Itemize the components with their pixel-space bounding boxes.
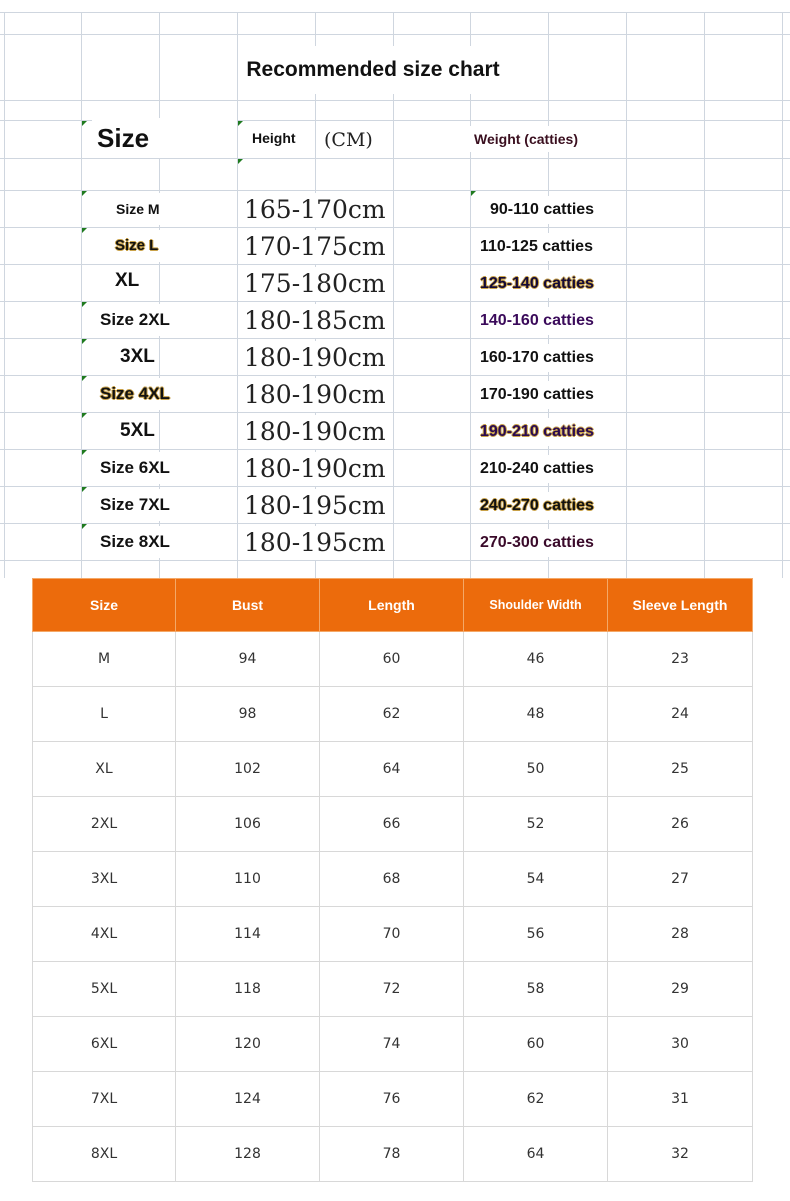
recommend-size: Size 8XL (96, 526, 174, 558)
cell-marker (238, 159, 243, 164)
column-header-size: Size (33, 579, 176, 632)
cell-size: 7XL (33, 1072, 176, 1127)
cell-length: 60 (320, 632, 464, 687)
cell-shoulder-width: 64 (464, 1127, 608, 1182)
recommended-size-sheet (0, 0, 790, 578)
cell-length: 78 (320, 1127, 464, 1182)
recommend-height: 170-175cm (240, 230, 390, 264)
chart-title: Recommended size chart (240, 46, 506, 94)
cell-marker (238, 121, 243, 126)
header-weight: Weight (catties) (468, 126, 584, 152)
recommend-height: 180-195cm (240, 489, 390, 523)
cell-length: 64 (320, 742, 464, 797)
table-row (33, 907, 753, 962)
cell-length: 72 (320, 962, 464, 1017)
header-height: Height (246, 124, 302, 152)
recommend-row (0, 523, 790, 560)
cell-length: 66 (320, 797, 464, 852)
table-row (33, 1127, 753, 1182)
column-header-length: Length (320, 579, 464, 632)
recommend-weight: 210-240 catties (476, 455, 598, 483)
cell-size: XL (33, 742, 176, 797)
recommend-height: 180-195cm (240, 526, 390, 560)
recommend-height: 180-190cm (240, 415, 390, 449)
recommend-height: 180-190cm (240, 341, 390, 375)
recommend-weight: 125-140 catties (476, 270, 598, 298)
recommend-row (0, 301, 790, 338)
header-size: Size (92, 118, 237, 158)
recommend-weight: 90-110 catties (486, 196, 598, 224)
cell-shoulder-width: 46 (464, 632, 608, 687)
cell-shoulder-width: 54 (464, 852, 608, 907)
cell-bust: 106 (176, 797, 320, 852)
cell-sleeve-length: 29 (608, 962, 753, 1017)
cell-length: 74 (320, 1017, 464, 1072)
recommend-height: 180-185cm (240, 304, 390, 338)
cell-size: 6XL (33, 1017, 176, 1072)
grid-line (0, 560, 790, 561)
grid-line (0, 34, 790, 35)
recommend-height: 165-170cm (240, 193, 390, 227)
recommend-weight: 170-190 catties (476, 381, 598, 409)
cell-sleeve-length: 24 (608, 687, 753, 742)
cell-length: 76 (320, 1072, 464, 1127)
cell-size: 4XL (33, 907, 176, 962)
recommend-height: 175-180cm (240, 267, 390, 301)
table-row (33, 632, 753, 687)
cell-shoulder-width: 60 (464, 1017, 608, 1072)
cell-size: 5XL (33, 962, 176, 1017)
table-row (33, 1072, 753, 1127)
cell-size: L (33, 687, 176, 742)
cell-marker (82, 121, 87, 126)
cell-sleeve-length: 31 (608, 1072, 753, 1127)
cell-length: 62 (320, 687, 464, 742)
cell-shoulder-width: 48 (464, 687, 608, 742)
cell-size: 2XL (33, 797, 176, 852)
cell-bust: 124 (176, 1072, 320, 1127)
recommend-row (0, 375, 790, 412)
cell-bust: 128 (176, 1127, 320, 1182)
cell-shoulder-width: 62 (464, 1072, 608, 1127)
cell-sleeve-length: 26 (608, 797, 753, 852)
recommend-size: XL (111, 265, 143, 297)
recommend-size: Size 6XL (96, 452, 174, 484)
table-row (33, 1017, 753, 1072)
column-header-sleeve-length: Sleeve Length (608, 579, 753, 632)
cell-sleeve-length: 32 (608, 1127, 753, 1182)
cell-bust: 98 (176, 687, 320, 742)
measurement-table (32, 578, 753, 1182)
cell-shoulder-width: 58 (464, 962, 608, 1017)
column-header-shoulder-width: Shoulder Width (464, 579, 608, 632)
recommend-row (0, 190, 790, 227)
grid-line (0, 12, 790, 13)
table-row (33, 852, 753, 907)
cell-sleeve-length: 27 (608, 852, 753, 907)
recommend-weight: 160-170 catties (476, 344, 598, 372)
cell-bust: 102 (176, 742, 320, 797)
cell-bust: 110 (176, 852, 320, 907)
recommend-weight: 270-300 catties (476, 529, 598, 557)
cell-bust: 120 (176, 1017, 320, 1072)
recommend-height: 180-190cm (240, 378, 390, 412)
cell-length: 70 (320, 907, 464, 962)
grid-line (0, 100, 790, 101)
cell-sleeve-length: 23 (608, 632, 753, 687)
recommend-row (0, 449, 790, 486)
recommend-size: Size 7XL (96, 489, 174, 521)
recommend-weight: 140-160 catties (476, 307, 598, 335)
cell-shoulder-width: 50 (464, 742, 608, 797)
cell-sleeve-length: 28 (608, 907, 753, 962)
measurement-header-row (33, 579, 753, 632)
recommend-size: Size M (112, 193, 164, 225)
recommend-weight: 240-270 catties (476, 492, 598, 520)
recommend-weight: 190-210 catties (476, 418, 598, 446)
recommend-row (0, 412, 790, 449)
table-row (33, 962, 753, 1017)
recommend-row (0, 227, 790, 264)
table-row (33, 687, 753, 742)
recommend-size: Size 2XL (96, 304, 174, 336)
header-height-unit: (CM) (316, 122, 381, 158)
table-row (33, 797, 753, 852)
recommend-size: Size 4XL (96, 378, 174, 410)
cell-bust: 114 (176, 907, 320, 962)
cell-bust: 94 (176, 632, 320, 687)
recommend-size: Size L (111, 230, 162, 262)
cell-size: 8XL (33, 1127, 176, 1182)
grid-line (0, 158, 790, 159)
recommend-size: 3XL (116, 341, 159, 373)
recommend-height: 180-190cm (240, 452, 390, 486)
cell-shoulder-width: 52 (464, 797, 608, 852)
recommend-size: 5XL (116, 415, 159, 447)
cell-size: 3XL (33, 852, 176, 907)
cell-size: M (33, 632, 176, 687)
cell-length: 68 (320, 852, 464, 907)
cell-sleeve-length: 30 (608, 1017, 753, 1072)
cell-shoulder-width: 56 (464, 907, 608, 962)
cell-sleeve-length: 25 (608, 742, 753, 797)
recommend-row (0, 264, 790, 301)
column-header-bust: Bust (176, 579, 320, 632)
cell-bust: 118 (176, 962, 320, 1017)
table-row (33, 742, 753, 797)
recommend-weight: 110-125 catties (476, 233, 597, 261)
recommend-row (0, 338, 790, 375)
recommend-row (0, 486, 790, 523)
